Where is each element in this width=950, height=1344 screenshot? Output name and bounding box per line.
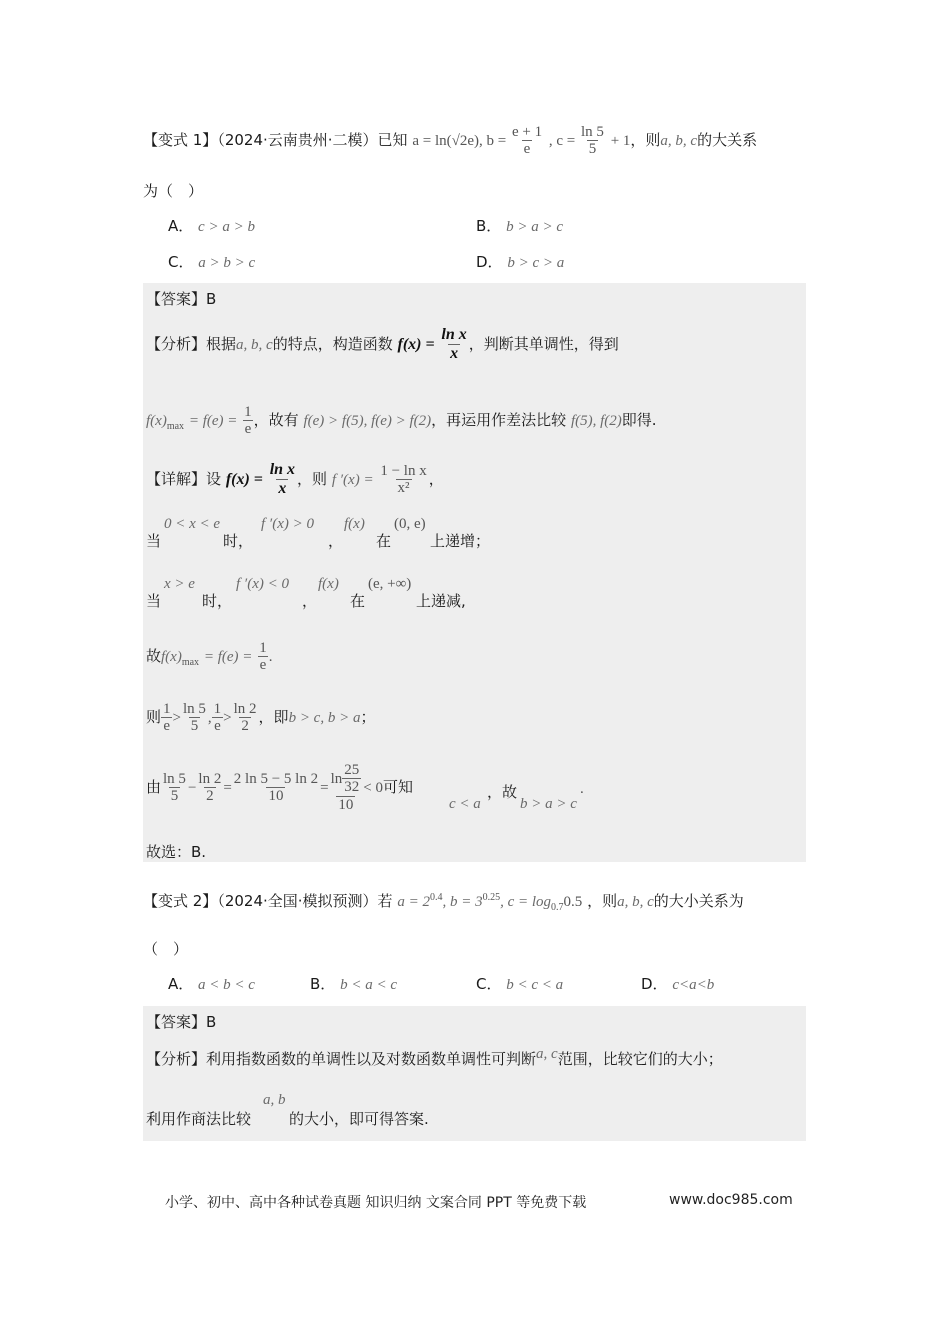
max-sub: max (166, 421, 185, 432)
function-frac (439, 326, 468, 362)
option-value: a < b < c (198, 977, 255, 993)
operator: > (172, 710, 181, 726)
detail-text: 可知 (382, 778, 413, 796)
q2-stem-pre: 若 (377, 892, 393, 910)
q1-condition-c-post: + 1 (610, 133, 631, 149)
punct: ， (328, 532, 344, 550)
function-frac (268, 461, 297, 497)
q2-condition: 0.5 (563, 894, 583, 910)
option-value: c > a > b (198, 219, 255, 235)
a1-thus: ，故 (487, 783, 518, 801)
q1-stem-mid: ，则 (630, 131, 661, 149)
frac-num: e + 1 (511, 123, 543, 140)
option-value: b > a > c (506, 219, 563, 235)
q1-option-c (168, 251, 255, 272)
frac-den: 10 (268, 788, 284, 804)
option-label: C． (168, 253, 194, 271)
diff-frac (232, 771, 320, 805)
exponent: 0.25 (482, 892, 501, 903)
q1-source: （2024·云南贵州·二模） (217, 131, 378, 149)
detail-text: ，即 (258, 708, 289, 726)
frac-den: 32 (344, 779, 360, 796)
derivative-sign: f ′(x) > 0 (261, 516, 314, 532)
option-label: B． (476, 217, 502, 235)
operator: > (223, 710, 232, 726)
punct: ； (360, 708, 376, 726)
a1-detail-line4 (146, 634, 272, 678)
detail-text: ，则 (297, 470, 328, 488)
a1-detail-line5 (146, 695, 375, 739)
q1-condition-c-pre: , c = (548, 133, 579, 149)
q1-vars: a, b, c (660, 133, 698, 149)
frac-num: ln x (269, 461, 296, 479)
frac-num: 1 (213, 700, 222, 717)
q2-label: 【变式 2】 (143, 892, 218, 910)
analysis-text: 范围，比较它们的大小； (557, 1050, 723, 1068)
frac-num: ln 2 (233, 700, 257, 717)
punct: ， (302, 592, 318, 610)
max-mid: = f(e) = (188, 413, 238, 429)
derivative-frac (378, 463, 428, 497)
a1-detail-line1 (146, 457, 444, 501)
analysis-vars: a, c (536, 1046, 558, 1062)
frac-num: ln 5 (163, 770, 186, 787)
ratio-frac (212, 701, 224, 735)
q1-condition-a: a = ln(√2e), b = (412, 133, 510, 149)
option-label: C． (476, 975, 502, 993)
q2-condition: , b = 3 (442, 894, 483, 910)
q1-option-b (476, 215, 563, 236)
detail-text: 当 (146, 532, 162, 550)
detail-text: 故 (146, 647, 162, 665)
q2-stem-post: 的大小关系为 (653, 892, 744, 910)
detail-text: 时， (202, 592, 233, 610)
q2-stem-mid: ，则 (587, 892, 618, 910)
q1-stem-post: 的大关系 (697, 131, 758, 149)
footer-url[interactable]: www.doc985.com (669, 1192, 793, 1208)
frac-den: e (244, 421, 252, 437)
frac-num: 1 − ln x (380, 462, 427, 479)
function-name: f(x) (344, 516, 365, 532)
option-value: b < a < c (340, 977, 397, 993)
option-value: c<a<b (672, 977, 715, 993)
diff-frac (161, 771, 188, 805)
log-base: 0.7 (551, 902, 564, 913)
max-lhs: f(x) (161, 649, 182, 665)
frac-num: 1 (163, 700, 171, 717)
option-label: D． (476, 253, 503, 271)
option-label: B． (310, 975, 336, 993)
analysis-text: 利用指数函数的单调性以及对数函数单调性可判断 (206, 1050, 537, 1068)
derivative-lhs: f ′(x) = (331, 472, 374, 488)
ratio-frac (232, 701, 259, 735)
inequality: f(e) > f(5), f(e) > f(2) (303, 413, 432, 429)
ln-word: ln (330, 770, 343, 787)
max-frac (242, 404, 254, 438)
detail-text: 上递减, (416, 592, 466, 610)
punct: ， (428, 470, 444, 488)
q2-stem-line2: （ ） (143, 940, 189, 958)
frac-num: 25 (344, 761, 360, 778)
max-lhs: f(x) (146, 413, 167, 429)
frac-den: 10 (338, 796, 354, 813)
q1-condition-b-frac (510, 124, 544, 158)
option-value: a > b > c (198, 255, 256, 271)
frac-den: 5 (190, 718, 199, 734)
frac-num: ln x (441, 326, 467, 344)
compare-values: f(5), f(2) (570, 413, 622, 429)
interval: (0, e) (394, 516, 426, 532)
a1-detail-line6 (146, 752, 413, 822)
a2-answer: 【答案】B (146, 1013, 217, 1031)
condition: 0 < x < e (164, 516, 221, 532)
frac-num: 1 (259, 639, 267, 656)
detail-text: 设 (206, 470, 222, 488)
max-frac (257, 640, 269, 674)
frac-num: ln 5 (580, 123, 604, 140)
inner-frac (342, 762, 361, 796)
a1-choose: 故选：B. (146, 843, 207, 861)
analysis-text: 即得. (621, 411, 657, 429)
condition: x > e (164, 576, 195, 592)
frac-den: 2 (206, 788, 214, 804)
q1-option-a (168, 215, 255, 236)
analysis-text: ，判断其单调性，得到 (468, 335, 619, 353)
q1-condition-c-frac (579, 124, 606, 158)
q2-option-c (476, 973, 563, 994)
detail-text: 则 (146, 708, 162, 726)
interval: (e, +∞) (368, 576, 412, 592)
q1-stem-line1 (143, 120, 757, 160)
analysis-text: 根据 (206, 335, 237, 353)
analysis-vars: a, b (263, 1092, 286, 1108)
q2-source: （2024·全国·模拟预测） (217, 892, 378, 910)
frac-den: e (214, 718, 221, 734)
a1-period: . (580, 781, 584, 797)
a1-result3: b > a > c (520, 796, 577, 812)
a1-answer: 【答案】B (146, 290, 217, 308)
frac-den: 2 (241, 718, 249, 734)
frac-num: ln 2 (198, 770, 222, 787)
operator: − (187, 780, 197, 796)
analysis-text: 的特点，构造函数 (272, 335, 393, 353)
a1-analysis-line2 (146, 398, 657, 442)
a1-analysis-line1 (146, 322, 619, 366)
result: b > c, b > a (288, 710, 361, 726)
analysis-vars: a, b, c (236, 337, 273, 353)
option-value: b > c > a (507, 255, 565, 271)
detail-label: 【详解】 (146, 470, 207, 488)
diff-frac (196, 771, 223, 805)
function-name: f(x) (318, 576, 339, 592)
q2-option-b (310, 973, 397, 994)
q2-condition: a = 2 (397, 894, 430, 910)
frac-num (329, 762, 364, 796)
punct: . (268, 649, 273, 665)
operator: , (207, 710, 212, 726)
option-label: A． (168, 975, 194, 993)
ratio-frac (161, 701, 173, 735)
frac-den: x (450, 345, 459, 362)
detail-text: 上递增； (430, 532, 491, 550)
q1-stem-line2: 为（ ） (143, 182, 204, 200)
max-sub: max (181, 657, 200, 668)
operator: = (223, 780, 232, 796)
function-def: f(x) = (397, 336, 435, 353)
q2-vars: a, b, c (617, 894, 654, 910)
q2-stem-line1 (143, 876, 744, 920)
q2-condition: , c = log (500, 894, 552, 910)
q2-option-d (641, 973, 714, 994)
exponent: 0.4 (429, 892, 443, 903)
detail-text: 由 (146, 778, 162, 796)
frac-den: 5 (588, 141, 597, 157)
analysis-text: ，故有 (253, 411, 299, 429)
detail-text: 时， (223, 532, 254, 550)
operator: = (320, 780, 329, 796)
detail-text: 在 (376, 532, 392, 550)
q1-stem-pre: 已知 (377, 131, 408, 149)
frac-den: e (163, 718, 171, 734)
detail-text: 当 (146, 592, 162, 610)
option-value: b < c < a (506, 977, 564, 993)
derivative-sign: f ′(x) < 0 (236, 576, 289, 592)
q1-option-d (476, 251, 564, 272)
frac-den: x (278, 480, 287, 497)
frac-num: 2 ln 5 − 5 ln 2 (233, 770, 319, 787)
frac-den: x² (397, 480, 410, 496)
analysis-label: 【分析】 (146, 335, 207, 353)
option-label: D． (641, 975, 668, 993)
analysis-text: 的大小，即可得答案. (289, 1110, 429, 1128)
frac-den: 5 (170, 788, 179, 804)
footer-text: 小学、初中、高中各种试卷真题 知识归纳 文案合同 PPT 等免费下载 (165, 1195, 587, 1211)
q2-option-a (168, 973, 255, 994)
ln-frac (329, 762, 364, 814)
a1-result2: c < a (449, 796, 481, 812)
frac-den: e (259, 657, 267, 673)
analysis-text: ，再运用作差法比较 (431, 411, 567, 429)
max-mid: = f(e) = (203, 649, 253, 665)
operator: < 0 (363, 780, 383, 796)
analysis-text: 利用作商法比较 (146, 1110, 252, 1128)
detail-text: 在 (350, 592, 366, 610)
ratio-frac (181, 701, 208, 735)
frac-den: e (523, 141, 531, 157)
q1-label: 【变式 1】 (143, 131, 218, 149)
frac-num: 1 (244, 403, 252, 420)
analysis-label: 【分析】 (146, 1050, 207, 1068)
a2-analysis-line1 (146, 1036, 723, 1072)
option-label: A． (168, 217, 194, 235)
frac-num: ln 5 (182, 700, 206, 717)
function-def: f(x) = (225, 471, 263, 488)
